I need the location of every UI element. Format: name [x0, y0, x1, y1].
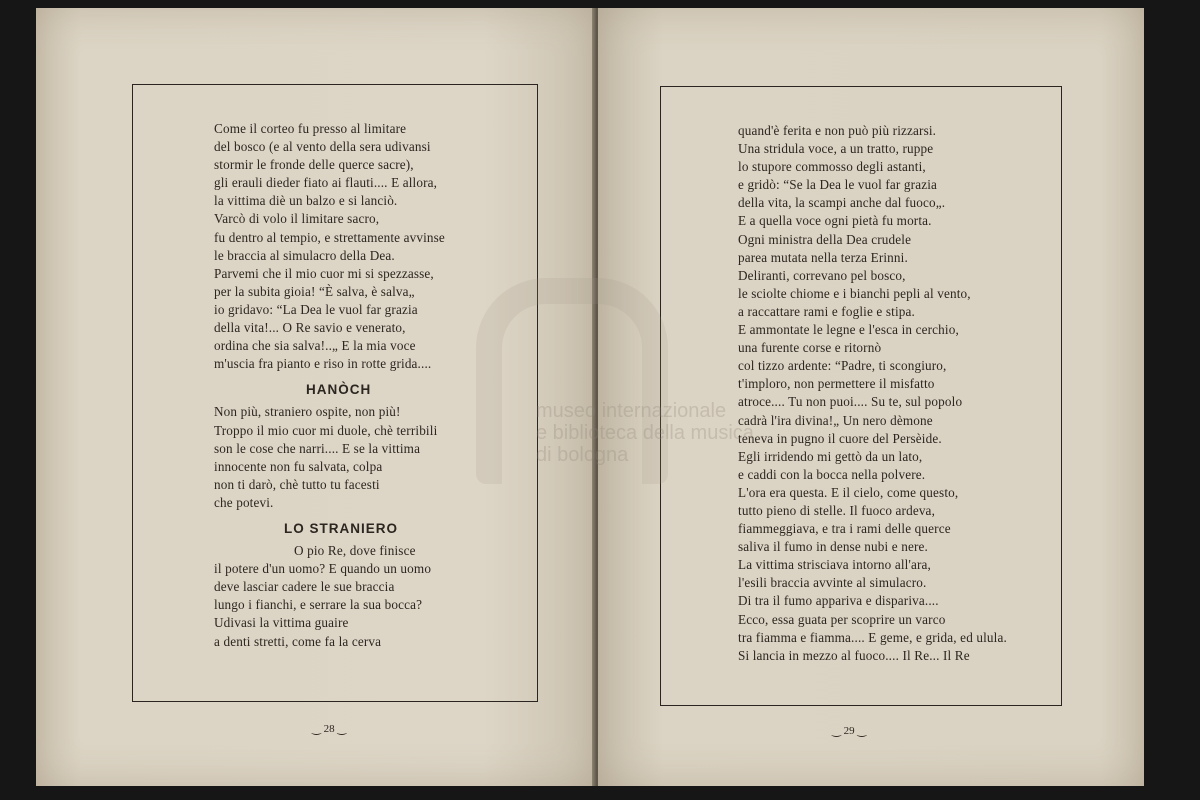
verse-line: innocente non fu salvata, colpa	[214, 458, 383, 474]
watermark-line: di bologna	[536, 444, 629, 466]
speaker-heading: HANÒCH	[306, 382, 372, 398]
verse-line: a denti stretti, come fa la cerva	[214, 633, 382, 649]
verse-line: lo stupore commosso degli astanti,	[738, 159, 926, 175]
verse-line: per la subita gioia! “È salva, è salva„	[214, 283, 415, 299]
verse-line: Parvemi che il mio cuor mi si spezzasse,	[214, 265, 434, 281]
verse-line: col tizzo ardente: “Padre, ti scongiuro,	[738, 358, 947, 374]
verse-line: e gridò: “Se la Dea le vuol far grazia	[738, 177, 938, 193]
verse-line: lungo i fianchi, e serrare la sua bocca?	[214, 597, 423, 613]
verse-line: tra fiamma e fiamma.... E geme, e grida, ed ulula.	[738, 629, 1007, 645]
verse-line: le sciolte chiome e i bianchi pepli al vento,	[738, 285, 971, 301]
verse-block	[214, 560, 514, 650]
verse-line: Ogni ministra della Dea crudele	[738, 231, 912, 247]
verse-line: del bosco (e al vento della sera udivansi	[214, 139, 431, 155]
verse-line: che potevi.	[214, 494, 274, 510]
verse-line: il potere d'un uomo? E quando un uomo	[214, 561, 432, 577]
left-page-text	[214, 120, 514, 651]
verse-line: quand'è ferita e non può più rizzarsi.	[738, 123, 937, 138]
verse-line: Troppo il mio cuor mi duole, chè terribili	[214, 422, 438, 438]
page-number: ‿ 29 ‿	[832, 725, 867, 737]
verse-line: parea mutata nella terza Erinni.	[738, 249, 908, 265]
verse-line: ordina che sia salva!..„ E la mia voce	[214, 338, 416, 354]
verse-line: la vittima diè un balzo e si lanciò.	[214, 193, 398, 209]
verse-line: m'uscia fra pianto e riso in rotte grida....	[214, 356, 432, 372]
verse-line: tutto pieno di stelle. Il fuoco ardeva,	[738, 502, 936, 518]
verse-line: Varcò di volo il limitare sacro,	[214, 211, 380, 227]
verse-line: non ti darò, chè tutto tu facesti	[214, 476, 380, 492]
verse-line: O pio Re, dove finisce	[294, 543, 416, 559]
verse-line: e caddi con la bocca nella polvere.	[738, 466, 926, 482]
verse-line: Come il corteo fu presso al limitare	[214, 121, 407, 136]
verse-line: La vittima strisciava intorno all'ara,	[738, 557, 932, 573]
verse-line: Ecco, essa guata per scoprire un varco	[738, 611, 946, 627]
verse-line: Si lancia in mezzo al fuoco.... Il Re... Il Re	[738, 647, 970, 663]
verse-line: L'ora era questa. E il cielo, come questo,	[738, 484, 959, 500]
verse-line: son le cose che narri.... E se la vittima	[214, 440, 421, 456]
verse-line: Di tra il fumo appariva e dispariva....	[738, 593, 939, 609]
verse-line: della vita, la scampi anche dal fuoco„.	[738, 195, 946, 211]
verse-line: della vita!... O Re savio e venerato,	[214, 320, 406, 336]
verse-line: Deliranti, correvano pel bosco,	[738, 267, 906, 283]
verse-line: stormir le fronde delle querce sacre),	[214, 157, 414, 173]
verse-line: una furente corse e ritornò	[738, 340, 882, 356]
verse-line: t'imploro, non permettere il misfatto	[738, 376, 935, 392]
verse-line: Udivasi la vittima guaire	[214, 615, 349, 631]
page-number: ‿ 28 ‿	[312, 723, 347, 735]
left-page	[36, 8, 596, 786]
verse-line: deve lasciar cadere le sue braccia	[214, 579, 395, 595]
verse-line: a raccattare rami e foglie e stipa.	[738, 303, 915, 319]
verse-line: teneva in pugno il cuore del Persèide.	[738, 430, 942, 446]
verse-line: l'esili braccia avvinte al simulacro.	[738, 575, 927, 591]
verse-line: fiammeggiava, e tra i rami delle querce	[738, 521, 951, 537]
verse-block	[214, 403, 514, 512]
verse-block	[738, 122, 1058, 665]
verse-line: Egli irridendo mi gettò da un lato,	[738, 448, 923, 464]
verse-line: saliva il fumo in dense nubi e nere.	[738, 539, 928, 555]
verse-line: le braccia al simulacro della Dea.	[214, 247, 395, 263]
open-book-spread	[36, 8, 1152, 792]
verse-line: atroce.... Tu non puoi.... Su te, sul popolo	[738, 394, 963, 410]
verse-line: E a quella voce ogni pietà fu morta.	[738, 213, 932, 229]
verse-line: cadrà l'ira divina!„ Un nero dèmone	[738, 412, 933, 428]
verse-line: Una stridula voce, a un tratto, ruppe	[738, 141, 934, 157]
verse-line: fu dentro al tempio, e strettamente avvinse	[214, 229, 445, 245]
verse-line: io gridavo: “La Dea le vuol far grazia	[214, 301, 418, 317]
verse-line: E ammontate le legne e l'esca in cerchio,	[738, 322, 959, 338]
verse-block	[214, 120, 514, 373]
right-page-text	[738, 122, 1058, 665]
right-page	[598, 8, 1144, 786]
watermark-line: museo internazionale	[536, 400, 727, 422]
verse-line: Non più, straniero ospite, non più!	[214, 404, 401, 420]
verse-line: gli erauli dieder fiato ai flauti.... E allora,	[214, 175, 438, 191]
speaker-heading: LO STRANIERO	[284, 520, 399, 536]
watermark-line: e biblioteca della musica	[536, 422, 754, 444]
